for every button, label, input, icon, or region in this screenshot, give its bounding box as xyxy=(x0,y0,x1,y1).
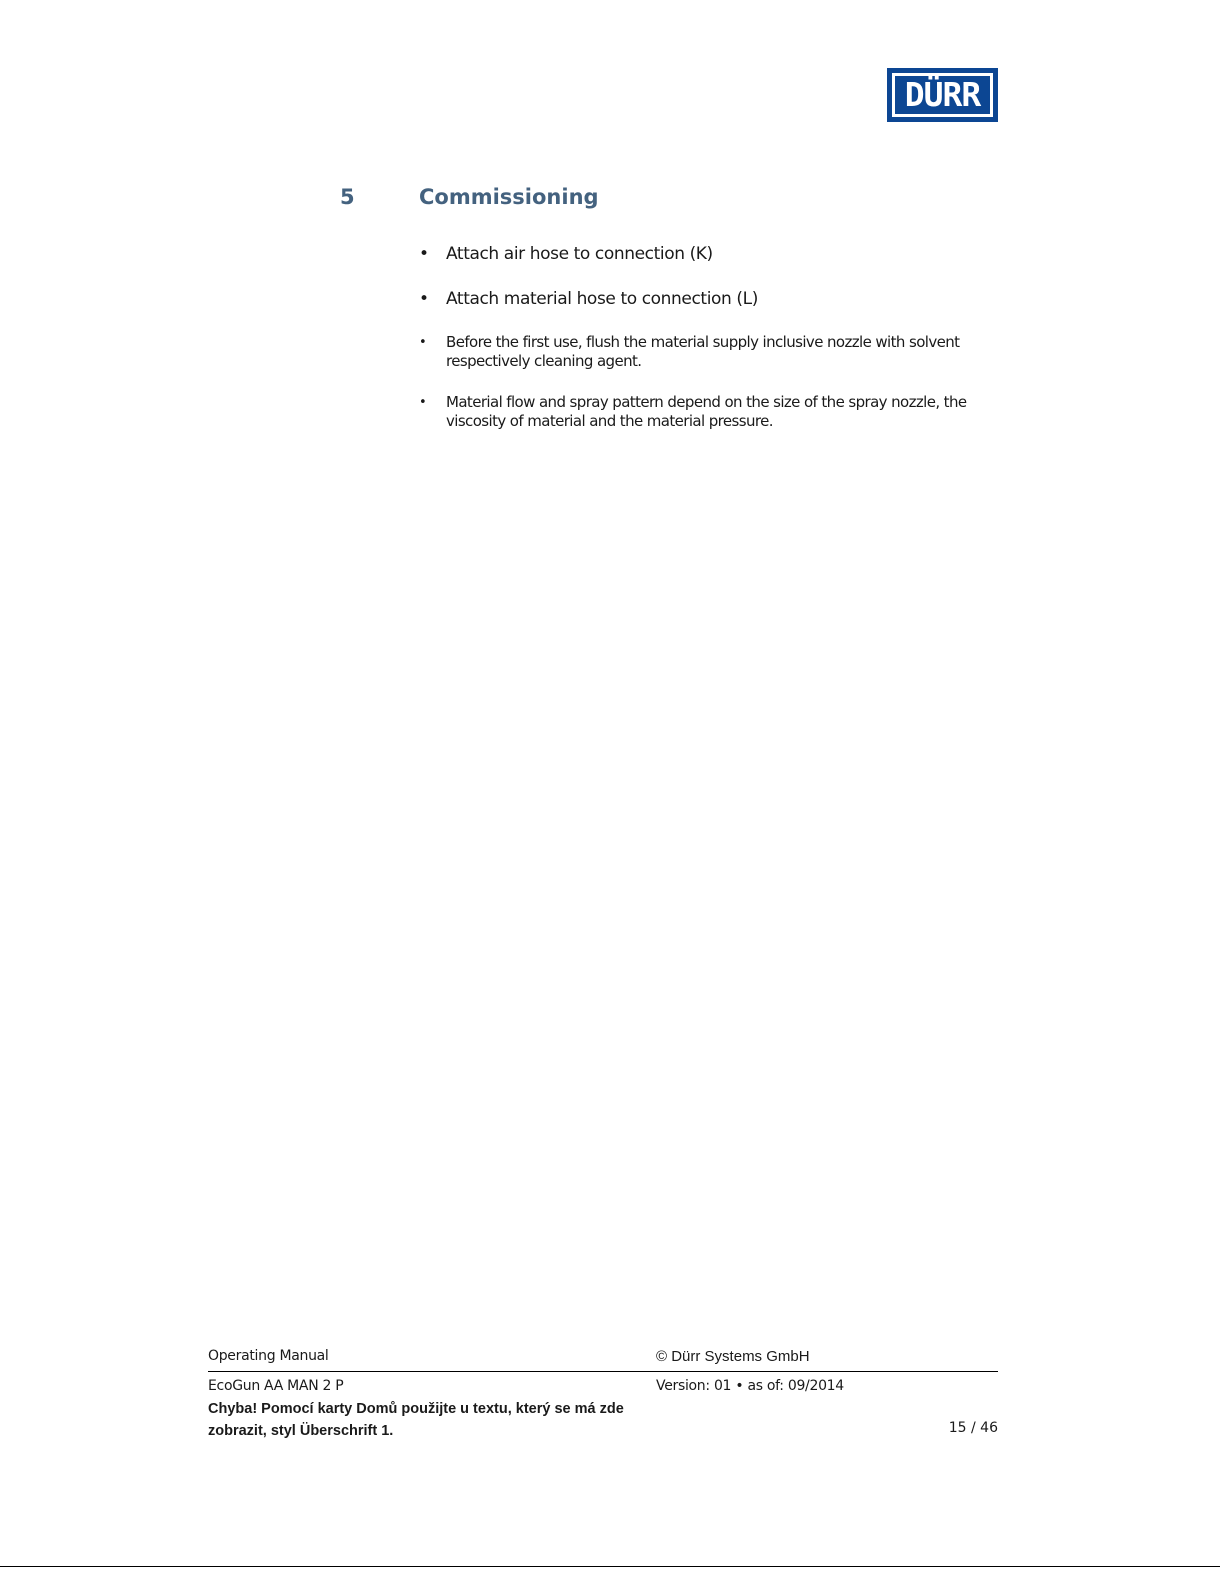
footer-date: as of: 09/2014 xyxy=(747,1378,844,1394)
bullet-icon: • xyxy=(419,395,427,410)
chapter-number: 5 xyxy=(340,185,355,209)
list-item xyxy=(419,288,1004,310)
footer-divider xyxy=(208,1371,998,1372)
footer-copyright: © Dürr Systems GmbH xyxy=(656,1348,810,1365)
bullet-icon: • xyxy=(419,289,429,309)
bullet-icon: • xyxy=(419,335,427,350)
footer-doc-type: Operating Manual xyxy=(208,1348,329,1364)
footer-row-top xyxy=(208,1348,998,1370)
footer-version: Version: 01 xyxy=(656,1378,732,1394)
list-item xyxy=(419,243,1004,265)
instruction-list xyxy=(419,243,1004,453)
list-item xyxy=(419,333,1004,371)
page-bottom-divider xyxy=(0,1566,1220,1567)
chapter-title: Commissioning xyxy=(419,185,599,209)
list-item-text: Before the first use, flush the material supply inclusive nozzle with solvent respectively cleaning agent. xyxy=(446,333,960,370)
footer-separator-icon: • xyxy=(735,1378,744,1394)
logo-wordmark: DÜRR xyxy=(895,76,990,114)
footer-version-info xyxy=(656,1378,844,1394)
footer-product: EcoGun AA MAN 2 P xyxy=(208,1378,344,1394)
durr-logo xyxy=(887,68,998,122)
list-item-text: Attach material hose to connection (L) xyxy=(446,289,758,309)
page-number: 15 / 46 xyxy=(948,1420,998,1436)
list-item-text: Attach air hose to connection (K) xyxy=(446,244,713,264)
page-footer xyxy=(208,1348,998,1439)
list-item xyxy=(419,393,1004,431)
footer-field-error: Chyba! Pomocí karty Domů použijte u textu, který se má zde zobrazit, styl Überschrift 1. xyxy=(208,1401,624,1439)
list-item-text: Material flow and spray pattern depend on the size of the spray nozzle, the viscosity of material and the material pressure. xyxy=(446,393,967,430)
footer-row-bottom xyxy=(208,1378,998,1400)
bullet-icon: • xyxy=(419,244,429,264)
